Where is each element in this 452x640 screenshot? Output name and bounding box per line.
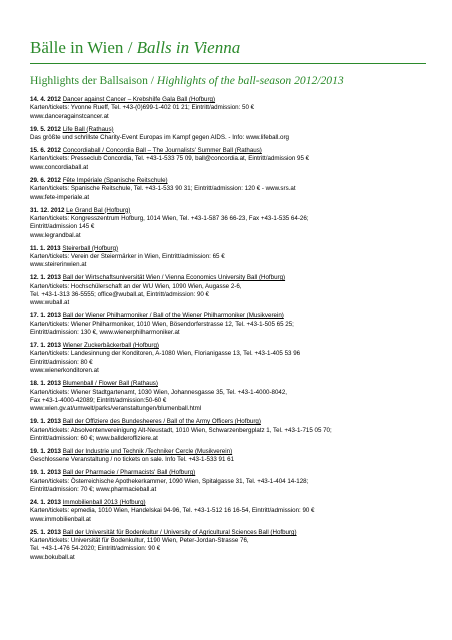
ball-entry bbox=[30, 245, 426, 270]
entry-date: 24. 1. 2013 bbox=[30, 499, 61, 507]
entry-event-name: Fête Impériale (Spanische Reitschule) bbox=[62, 176, 168, 184]
entry-detail-line: Karten/tickets: Österreichische Apothekerkammer, 1090 Wien, Spitalgasse 31, Tel. +43-1-404 14-128; bbox=[30, 477, 309, 485]
title-separator: / bbox=[123, 38, 137, 57]
entry-detail-line: Eintritt/admission 145 € bbox=[30, 223, 95, 231]
entry-heading bbox=[30, 448, 426, 456]
entry-detail-line: www.wien.gv.at/umwelt/parks/veranstaltungen/blumenball.html bbox=[30, 405, 202, 413]
entry-date: 31. 12. 2012 bbox=[30, 206, 65, 214]
entry-detail-line: www.wuball.at bbox=[30, 299, 70, 307]
ball-entry bbox=[30, 96, 426, 121]
entry-detail-line: Karten/tickets: Landesinnung der Konditoren, A-1080 Wien, Florianigasse 13, Tel. +43-1-405 53 96 bbox=[30, 350, 301, 358]
entry-event-name: Wiener Zuckerbäckerball (Hofburg) bbox=[62, 342, 159, 350]
ball-entry bbox=[30, 448, 426, 465]
ball-entry bbox=[30, 312, 426, 337]
page-title bbox=[30, 38, 426, 58]
entry-detail-line: www.immobilienball.at bbox=[30, 515, 91, 523]
entry-heading bbox=[30, 147, 426, 155]
entry-heading bbox=[30, 312, 426, 320]
entry-detail-line: Karten/tickets: Yvonne Rueff, Tel. +43-(0)699-1-402 01 21; Eintritt/admission: 50 € bbox=[30, 104, 255, 112]
entry-detail-line: www.bokuball.at bbox=[30, 553, 75, 561]
entry-detail-line: Eintritt/admission: 80 € bbox=[30, 358, 93, 366]
entry-detail-line: Eintritt/admission: 60 €; www.ballderoffiziere.at bbox=[30, 434, 158, 442]
entry-heading bbox=[30, 274, 426, 282]
entry-date: 29. 6. 2012 bbox=[30, 176, 61, 184]
entry-detail-line: www.legrandbal.at bbox=[30, 231, 81, 239]
entry-detail-line: www.wienerkonditoren.at bbox=[30, 367, 99, 375]
entry-event-name: Immobilienball 2013 (Hofburg) bbox=[62, 499, 146, 507]
document-page bbox=[30, 38, 426, 567]
entry-detail-line: Geschlossene Veranstaltung / no tickets on sale. Info Tel. +43-1-533 91 61 bbox=[30, 456, 235, 464]
entry-date: 19. 1. 2013 bbox=[30, 447, 61, 455]
entry-detail-line: www.fete-imperiale.at bbox=[30, 193, 90, 201]
ball-entry bbox=[30, 177, 426, 202]
entry-heading bbox=[30, 126, 426, 134]
entry-detail-line: Karten/tickets: Verein der Steiermärker in Wien, Eintritt/admission: 65 € bbox=[30, 252, 225, 260]
title-rule bbox=[30, 63, 426, 64]
ball-entry bbox=[30, 418, 426, 443]
entry-heading bbox=[30, 499, 426, 507]
entry-detail-line: www.concordiaball.at bbox=[30, 163, 89, 171]
entry-event-name: Ball der Pharmacie / Pharmacists' Ball (Hofburg) bbox=[62, 469, 196, 477]
ball-entry bbox=[30, 529, 426, 562]
entry-detail-line: www.steirerinwien.at bbox=[30, 261, 87, 269]
entry-detail-line: Karten/tickets: Hochschülerschaft an der WU Wien, 1090 Wien, Augasse 2-6, bbox=[30, 282, 242, 290]
entry-heading bbox=[30, 177, 426, 185]
ball-entry bbox=[30, 274, 426, 307]
ball-entry bbox=[30, 126, 426, 143]
entry-event-name: Ball der Wirtschaftsuniversität Wien / Vienna Economics University Ball (Hofburg) bbox=[62, 274, 286, 282]
entry-detail-line: Tel. +43-1-313 36-5555; office@wuball.at, Eintritt/admission: 90 € bbox=[30, 291, 210, 298]
page-subtitle bbox=[30, 74, 426, 88]
entry-date: 25. 1. 2013 bbox=[30, 528, 61, 536]
entry-event-name: Life Ball (Rathaus) bbox=[62, 125, 114, 133]
entry-date: 14. 4. 2012 bbox=[30, 96, 61, 103]
entry-detail-line: Tel. +43-1-476 54-2020; Eintritt/admission: 90 € bbox=[30, 545, 161, 553]
entry-heading bbox=[30, 469, 426, 477]
entry-event-name: Ball der Wiener Philharmoniker / Ball of the Wiener Philharmoniker (Musikverein) bbox=[62, 312, 284, 320]
entry-event-name: Ball der Offiziere des Bundesheeres / Ball of the Army Officers (Hofburg) bbox=[62, 418, 261, 426]
title-german: Bälle in Wien bbox=[30, 38, 124, 57]
entry-detail-line: Eintritt/admission: 70 €; www.pharmacieball.at bbox=[30, 486, 157, 493]
entry-heading bbox=[30, 245, 426, 253]
entry-date: 17. 1. 2013 bbox=[30, 342, 61, 350]
entry-event-name: Steirerball (Hofburg) bbox=[62, 244, 119, 252]
entry-detail-line: Karten/tickets: Wiener Philharmoniker, 1010 Wien, Bösendorferstrasse 12, Tel. +43-1-505 65 25; bbox=[30, 320, 294, 328]
subtitle-separator: / bbox=[147, 74, 157, 87]
entry-detail-line: Karten/tickets: Kongresszentrum Hofburg, 1014 Wien, Tel. +43-1-587 36 66-23, Fax +43-1-535 64-26; bbox=[30, 214, 309, 222]
entry-date: 18. 1. 2013 bbox=[30, 380, 61, 388]
entry-detail-line: Karten/tickets: Universität für Bodenkultur, 1190 Wien, Peter-Jordan-Strasse 76, bbox=[30, 537, 249, 545]
entry-detail-line: Karten/tickets: Absolventenvereinigung Alt-Neustadt, 1010 Wien, Schwarzenbergplatz 1, Tel. +43-1-715 05 70; bbox=[30, 426, 332, 434]
subtitle-german: Highlights der Ballsaison bbox=[30, 74, 148, 87]
entry-detail-line: Karten/tickets: Presseclub Concordia, Tel. +43-1-533 75 09, ball@concordia.at, Eintritt/admission 95 € bbox=[30, 155, 310, 163]
entry-date: 19. 5. 2012 bbox=[30, 125, 61, 133]
entry-heading bbox=[30, 380, 426, 388]
entry-detail-line: Karten/tickets: Wiener Stadtgartenamt, 1030 Wien, Johannesgasse 35, Tel. +43-1-4000-8042, bbox=[30, 388, 287, 396]
entry-heading bbox=[30, 342, 426, 350]
entry-date: 12. 1. 2013 bbox=[30, 274, 61, 282]
entry-heading bbox=[30, 96, 426, 104]
entry-detail-line: Eintritt/admission: 130 €, www.wienerphilharmoniker.at bbox=[30, 329, 180, 337]
subtitle-english: Highlights of the ball-season 2012/2013 bbox=[156, 74, 344, 87]
entry-event-name: Le Grand Bal (Hofburg) bbox=[66, 206, 131, 214]
ball-entry bbox=[30, 380, 426, 413]
entry-detail-line: www.danceragainstcancer.at bbox=[30, 112, 109, 120]
ball-entry bbox=[30, 469, 426, 494]
ball-entry bbox=[30, 499, 426, 524]
ball-list bbox=[30, 96, 426, 562]
entry-detail-line: Das größte und schrillste Charity-Event Europas im Kampf gegen AIDS. - Info: www.lifeball.org bbox=[30, 134, 289, 142]
entry-detail-line: Karten/tickets: Spanische Reitschule, Tel. +43-1-533 90 31; Eintritt/admission: 120 € - www.srs.at bbox=[30, 185, 296, 193]
entry-date: 19. 1. 2013 bbox=[30, 469, 61, 477]
entry-detail-line: Fax +43-1-4000-42089; Eintritt/admission:50-60 € bbox=[30, 396, 167, 404]
entry-heading bbox=[30, 529, 426, 537]
entry-event-name: Concordiaball / Concordia Ball – The Journalists' Summer Ball (Rathaus) bbox=[62, 147, 262, 155]
entry-date: 17. 1. 2013 bbox=[30, 312, 61, 320]
entry-date: 15. 6. 2012 bbox=[30, 147, 61, 155]
ball-entry bbox=[30, 147, 426, 172]
entry-event-name: Ball der Industrie und Technik /Techniker Cercle (Musikverein) bbox=[62, 447, 233, 455]
entry-event-name: Dancer against Cancer – Krebshilfe Gala Ball (Hofburg) bbox=[62, 96, 216, 103]
ball-entry bbox=[30, 207, 426, 240]
ball-entry bbox=[30, 342, 426, 375]
entry-date: 11. 1. 2013 bbox=[30, 244, 61, 252]
entry-event-name: Blumenball / Flower Ball (Rathaus) bbox=[62, 380, 158, 388]
title-english: Balls in Vienna bbox=[136, 38, 241, 57]
entry-heading bbox=[30, 207, 426, 215]
entry-heading bbox=[30, 418, 426, 426]
entry-event-name: Ball der Universität für Bodenkultur / University of Agricultural Sciences Ball (Hofburg) bbox=[62, 528, 297, 536]
entry-detail-line: Karten/tickets: epmedia, 1010 Wien, Handelskai 94-96, Tel. +43-1-512 16 16-54, Eintritt/admission: 90 € bbox=[30, 507, 315, 515]
entry-date: 19. 1. 2013 bbox=[30, 418, 61, 426]
